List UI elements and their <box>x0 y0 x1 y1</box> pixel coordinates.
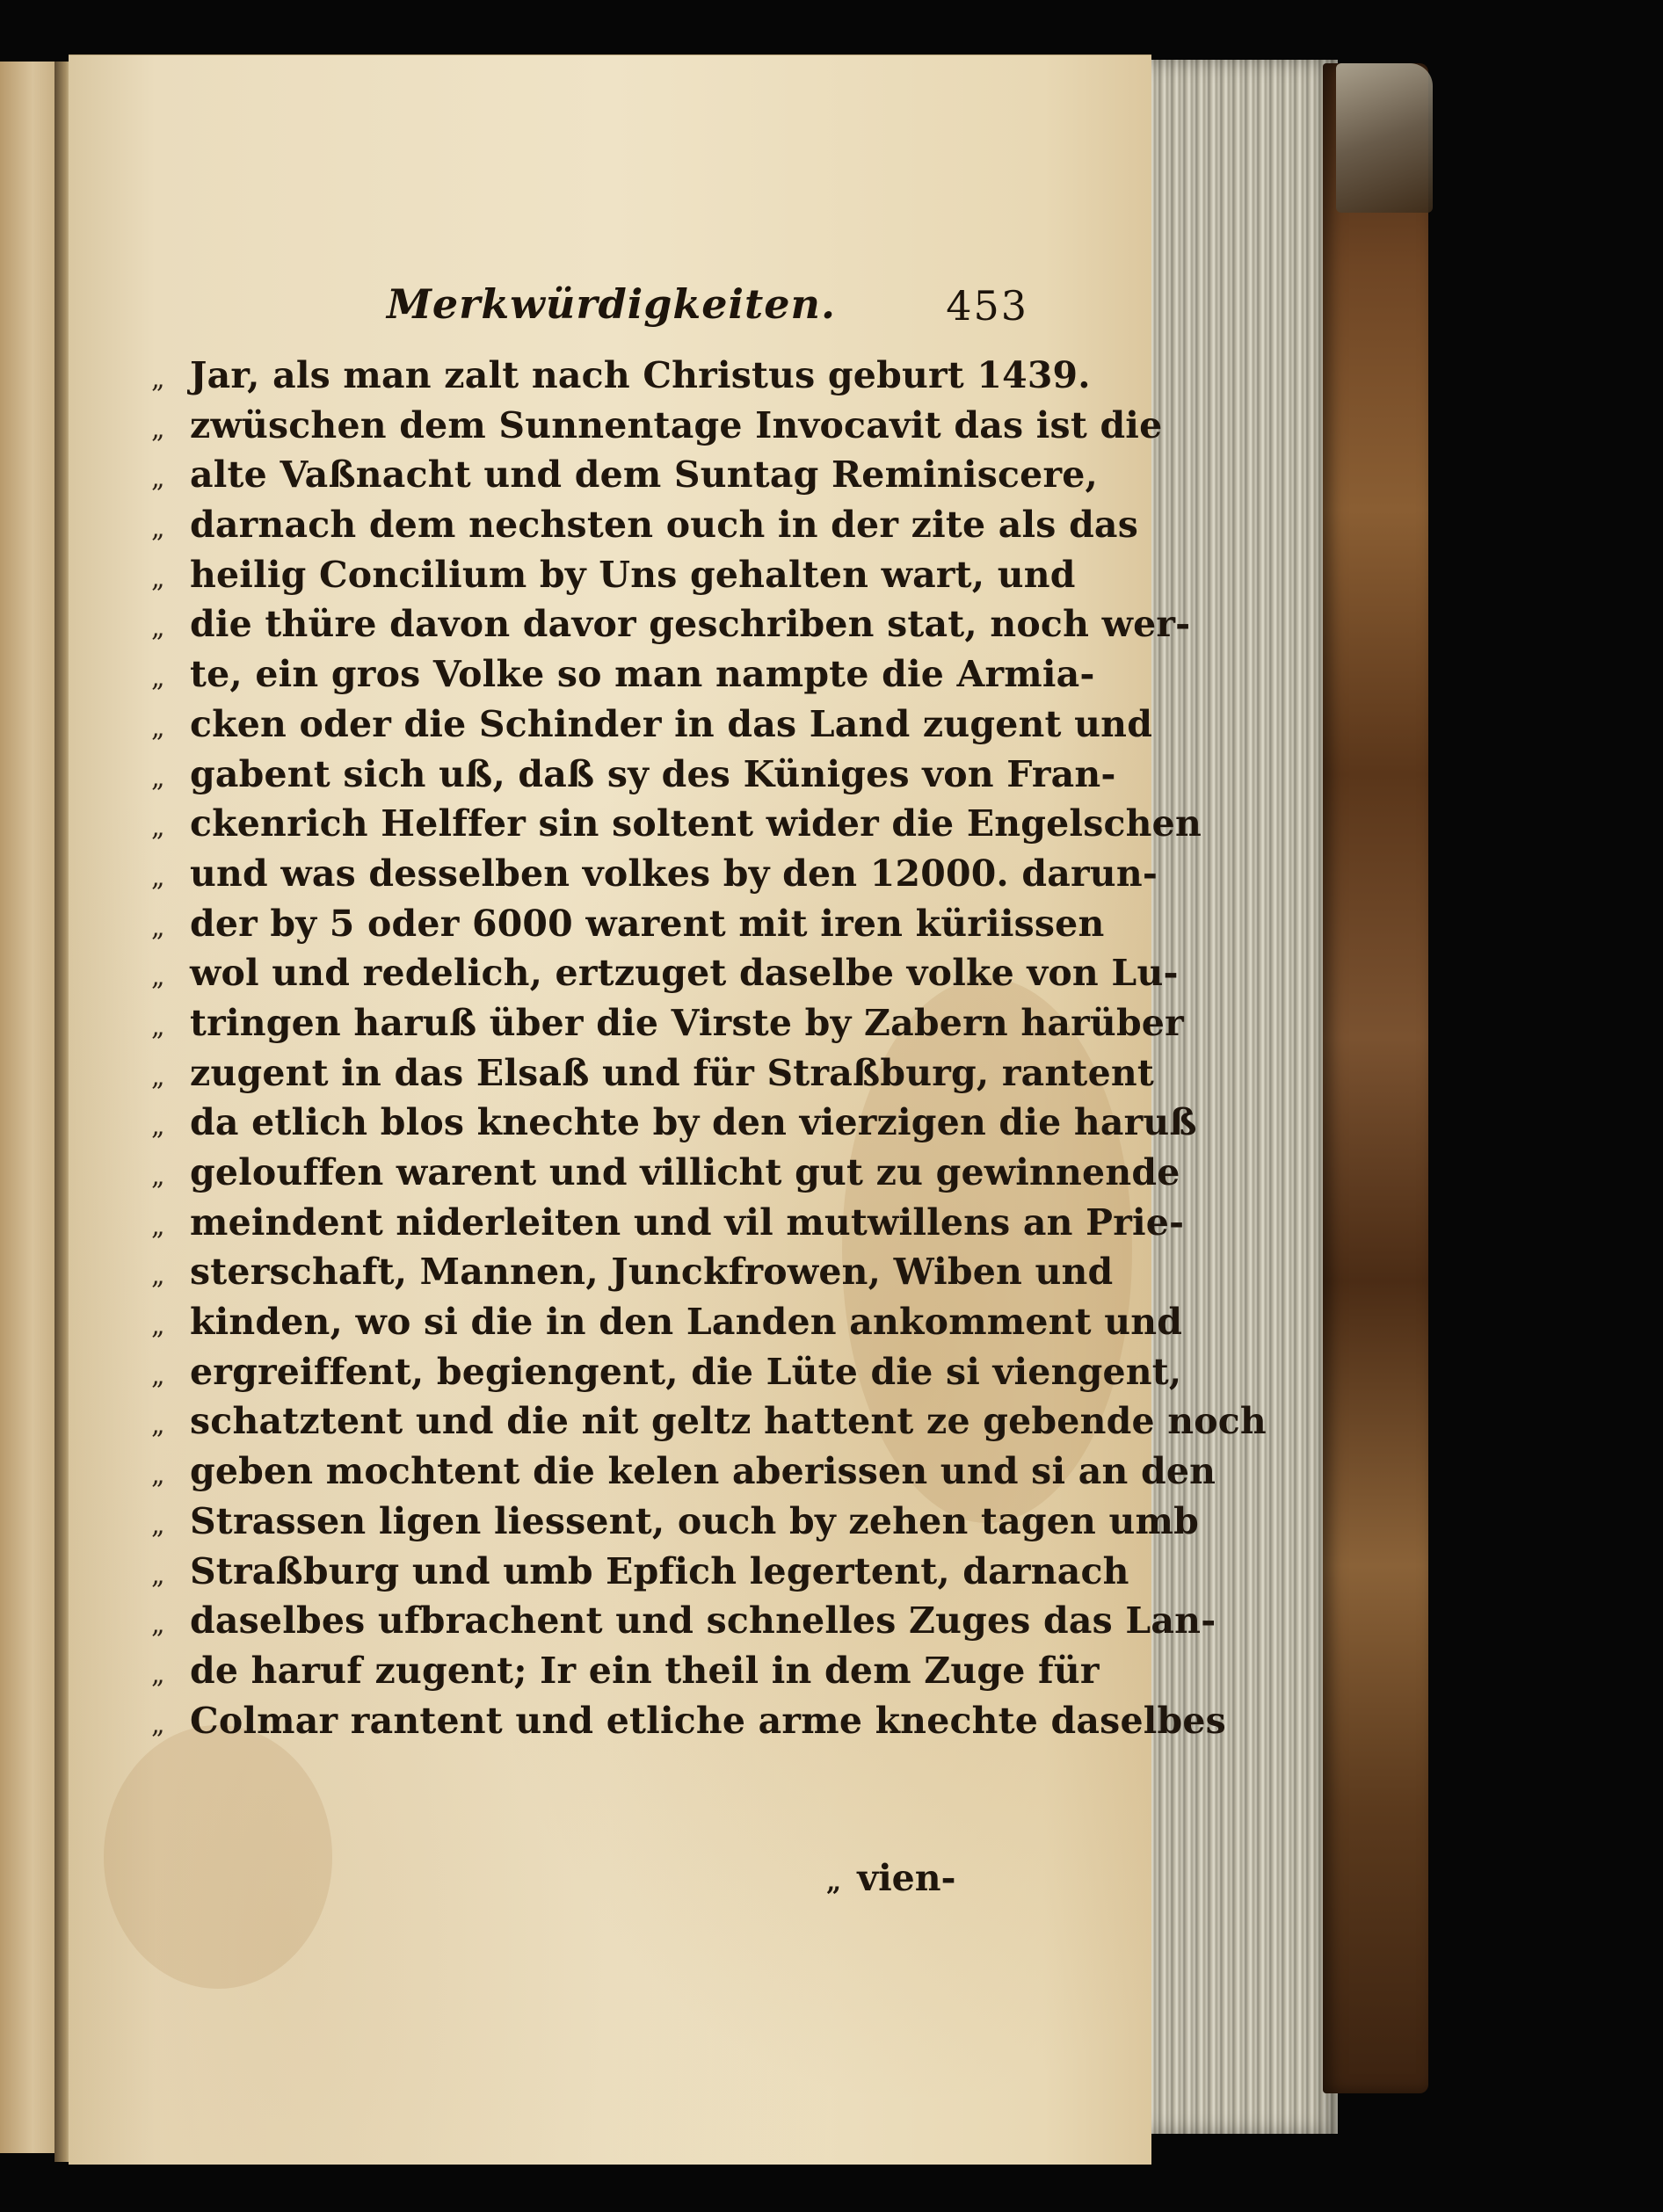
quote-mark: „ <box>151 1658 165 1690</box>
line-text: tringen haruß über die Virste by Zabern harüber <box>190 1001 1184 1044</box>
text-line <box>148 1599 1216 1650</box>
line-text: ckenrich Helffer sin soltent wider die Engelschen <box>190 802 1202 845</box>
text-line <box>148 1499 1199 1550</box>
quote-mark: „ <box>151 1509 165 1541</box>
quote-mark: „ <box>151 1061 165 1092</box>
facing-page-edge <box>0 62 56 2153</box>
quote-mark: „ <box>151 1559 165 1591</box>
quote-mark: „ <box>151 1011 165 1042</box>
quote-mark: „ <box>151 712 165 743</box>
line-text: darnach dem nechsten ouch in der zite als das <box>190 504 1138 547</box>
quote-mark: „ <box>151 961 165 993</box>
line-text: der by 5 oder 6000 warent mit iren küriissen <box>190 902 1105 945</box>
quote-mark: „ <box>151 1360 165 1391</box>
text-line <box>148 952 1179 1002</box>
text-line <box>148 702 1153 753</box>
text-line <box>148 1649 1100 1700</box>
line-text: zugent in das Elsaß und für Straßburg, rantent <box>190 1051 1155 1094</box>
line-text: cken oder die Schinder in das Land zugent und <box>190 702 1153 745</box>
quote-mark: „ <box>151 1260 165 1292</box>
text-line <box>148 453 1098 504</box>
line-text: heilig Concilium by Uns gehalten wart, und <box>190 553 1076 596</box>
quote-mark: „ <box>151 762 165 794</box>
quote-mark: „ <box>151 1210 165 1242</box>
line-text: daselbes ufbrachent und schnelles Zuges das Lan- <box>190 1599 1216 1643</box>
quote-mark: „ <box>151 1310 165 1342</box>
quote-mark: „ <box>151 562 165 594</box>
quote-mark: „ <box>151 613 165 644</box>
quote-mark: „ <box>151 1708 165 1740</box>
text-line <box>148 504 1138 554</box>
catchword-text: vien- <box>857 1857 956 1899</box>
text-line <box>148 403 1163 454</box>
line-text: gabent sich uß, daß sy des Küniges von Fran- <box>190 752 1116 795</box>
line-text: wol und redelich, ertzuget daselbe volke von Lu- <box>190 952 1179 995</box>
quote-mark: „ <box>151 1161 165 1192</box>
page-header <box>387 280 1028 342</box>
quote-mark: „ <box>151 1111 165 1142</box>
line-text: gelouffen warent und villicht gut zu gewinnende <box>190 1151 1180 1193</box>
line-text: te, ein gros Volke so man nampte die Armia- <box>190 653 1095 696</box>
line-text: zwüschen dem Sunnentage Invocavit das ist die <box>190 403 1163 446</box>
quote-mark: „ <box>151 1609 165 1641</box>
book-fore-edge <box>1143 60 1338 2134</box>
line-text: sterschaft, Mannen, Junckfrowen, Wiben und <box>190 1251 1114 1294</box>
text-line <box>148 553 1076 604</box>
quote-mark: „ <box>151 911 165 943</box>
text-line <box>148 902 1105 953</box>
line-text: Colmar rantent und etliche arme knechte daselbes <box>190 1699 1226 1742</box>
text-line <box>148 1200 1185 1251</box>
line-text: und was desselben volkes by den 12000. darun- <box>190 852 1158 895</box>
body-text <box>148 354 1267 1749</box>
line-text: Jar, als man zalt nach Christus geburt 1439. <box>190 354 1091 396</box>
quote-mark: „ <box>151 663 165 694</box>
quote-mark: „ <box>151 364 165 395</box>
text-line <box>148 1101 1197 1151</box>
line-text: meindent niderleiten und vil mutwillens an Prie- <box>190 1200 1185 1244</box>
paper-discoloration <box>104 1725 332 1989</box>
text-line <box>148 1699 1226 1750</box>
text-line <box>148 1001 1184 1052</box>
quote-mark: „ <box>151 463 165 495</box>
text-line <box>148 653 1095 703</box>
leather-cover <box>1323 63 1428 2093</box>
page-number: 453 <box>946 282 1028 330</box>
line-text: ergreiffent, begiengent, die Lüte die si viengent, <box>190 1350 1182 1393</box>
running-title: Merkwürdigkeiten. <box>387 280 836 328</box>
quote-mark: „ <box>151 812 165 844</box>
catchword <box>826 1857 956 1899</box>
book-page <box>69 54 1267 2165</box>
text-line <box>148 603 1191 653</box>
quote-mark: „ <box>151 413 165 445</box>
quote-mark: „ <box>151 861 165 893</box>
text-line <box>148 1301 1183 1351</box>
line-text: geben mochtent die kelen aberissen und si an den <box>190 1450 1216 1493</box>
text-line <box>148 852 1158 903</box>
text-line <box>148 1051 1155 1102</box>
text-line <box>148 1350 1182 1401</box>
line-text: kinden, wo si die in den Landen ankomment und <box>190 1301 1183 1344</box>
line-text: de haruf zugent; Ir ein theil in dem Zuge für <box>190 1649 1100 1692</box>
quote-mark: „ <box>151 513 165 545</box>
worn-cover-corner <box>1336 63 1433 213</box>
line-text: schatztent und die nit geltz hattent ze gebende noch <box>190 1400 1267 1443</box>
line-text: da etlich blos knechte by den vierzigen die haruß <box>190 1101 1197 1144</box>
catchword-quote-mark: „ <box>826 1867 842 1897</box>
text-line <box>148 1549 1129 1600</box>
text-line <box>148 752 1116 803</box>
line-text: Strassen ligen liessent, ouch by zehen tagen umb <box>190 1499 1199 1542</box>
text-line <box>148 802 1202 852</box>
quote-mark: „ <box>151 1460 165 1491</box>
text-line <box>148 354 1091 404</box>
text-line <box>148 1400 1267 1450</box>
line-text: Straßburg und umb Epfich legertent, darnach <box>190 1549 1129 1592</box>
text-line <box>148 1251 1114 1301</box>
quote-mark: „ <box>151 1410 165 1441</box>
line-text: alte Vaßnacht und dem Suntag Reminiscere, <box>190 453 1098 497</box>
line-text: die thüre davon davor geschriben stat, noch wer- <box>190 603 1191 646</box>
text-line <box>148 1450 1216 1500</box>
text-line <box>148 1151 1180 1201</box>
